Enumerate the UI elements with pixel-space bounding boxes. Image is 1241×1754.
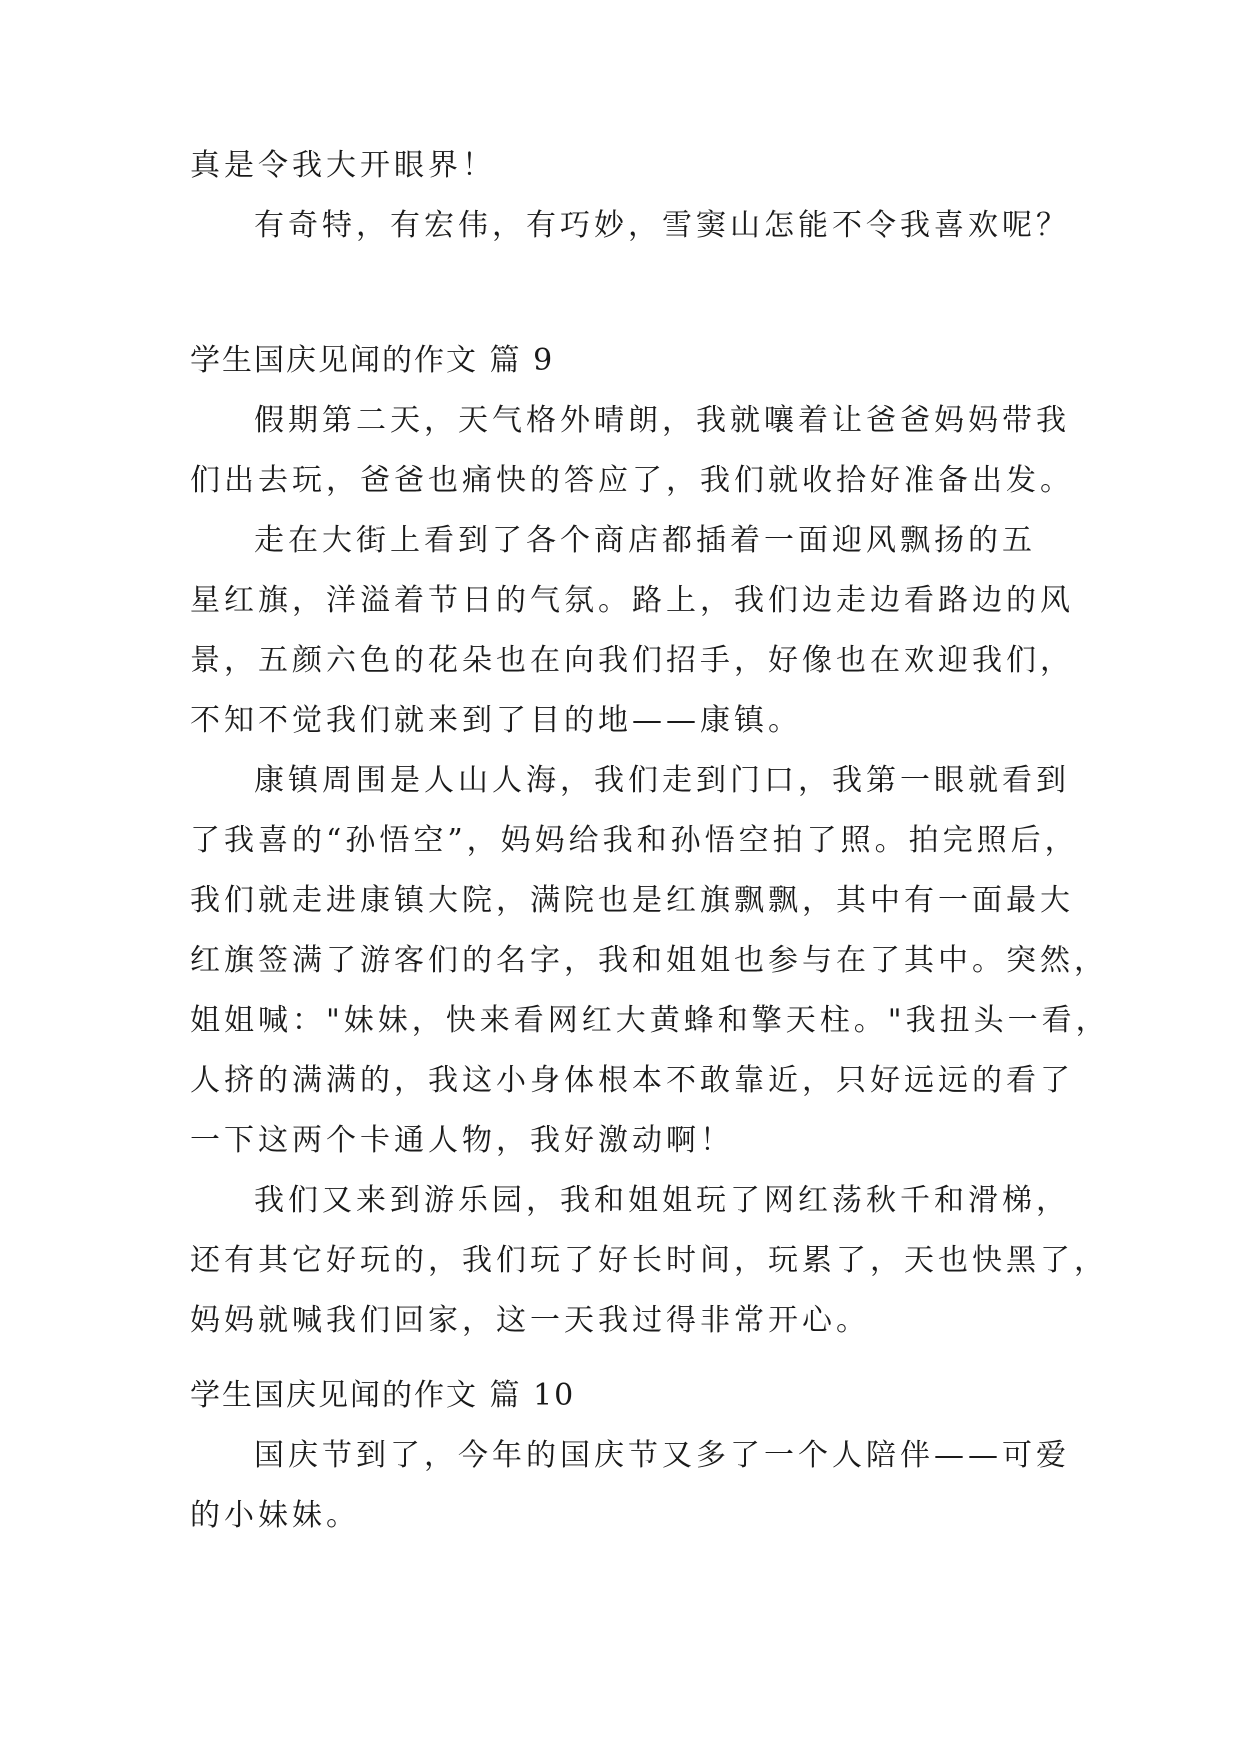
paragraph-line: 还有其它好玩的，我们玩了好长时间，玩累了，天也快黑了， [190,1243,1108,1278]
section-9-heading: 学生国庆见闻的作文 篇 9 [190,343,555,378]
paragraph-line: 红旗签满了游客们的名字，我和姐姐也参与在了其中。突然， [190,943,1108,978]
intro-paragraph [190,136,1070,256]
paragraph-line: 康镇周围是人山人海，我们走到门口，我第一眼就看到 [254,763,1070,798]
paragraph-line: 人挤的满满的，我这小身体根本不敢靠近，只好远远的看了 [190,1063,1074,1098]
paragraph-line: 了我喜的“孙悟空”，妈妈给我和孙悟空拍了照。拍完照后， [190,823,1079,858]
intro-line-2: 有奇特，有宏伟，有巧妙，雪窦山怎能不令我喜欢呢？ [254,208,1070,243]
paragraph-line: 不知不觉我们就来到了目的地——康镇。 [190,703,802,738]
paragraph-line: 的小妹妹。 [190,1498,360,1533]
section-9-paragraph-2 [190,511,1074,751]
paragraph-line: 假期第二天，天气格外晴朗，我就嚷着让爸爸妈妈带我 [254,403,1070,438]
paragraph-line: 妈妈就喊我们回家，这一天我过得非常开心。 [190,1303,870,1338]
paragraph-line: 走在大街上看到了各个商店都插着一面迎风飘扬的五 [254,523,1036,558]
section-9-paragraph-4 [190,1171,1108,1351]
paragraph-line: 一下这两个卡通人物，我好激动啊！ [190,1123,734,1158]
paragraph-line: 我们就走进康镇大院，满院也是红旗飘飘，其中有一面最大 [190,883,1074,918]
section-10-heading: 学生国庆见闻的作文 篇 10 [190,1378,576,1413]
intro-line-1: 真是令我大开眼界！ [190,148,496,183]
paragraph-line: 国庆节到了，今年的国庆节又多了一个人陪伴——可爱 [254,1438,1070,1473]
paragraph-line: 们出去玩，爸爸也痛快的答应了，我们就收拾好准备出发。 [190,463,1074,498]
paragraph-line: 景，五颜六色的花朵也在向我们招手，好像也在欢迎我们， [190,643,1074,678]
section-10-paragraph-1 [190,1426,1070,1546]
section-9-paragraph-1 [190,391,1074,511]
section-9-paragraph-3 [190,751,1110,1171]
paragraph-line: 姐姐喊："妹妹，快来看网红大黄蜂和擎天柱。"我扭头一看， [190,1003,1110,1038]
paragraph-line: 我们又来到游乐园，我和姐姐玩了网红荡秋千和滑梯， [254,1183,1070,1218]
paragraph-line: 星红旗，洋溢着节日的气氛。路上，我们边走边看路边的风 [190,583,1074,618]
